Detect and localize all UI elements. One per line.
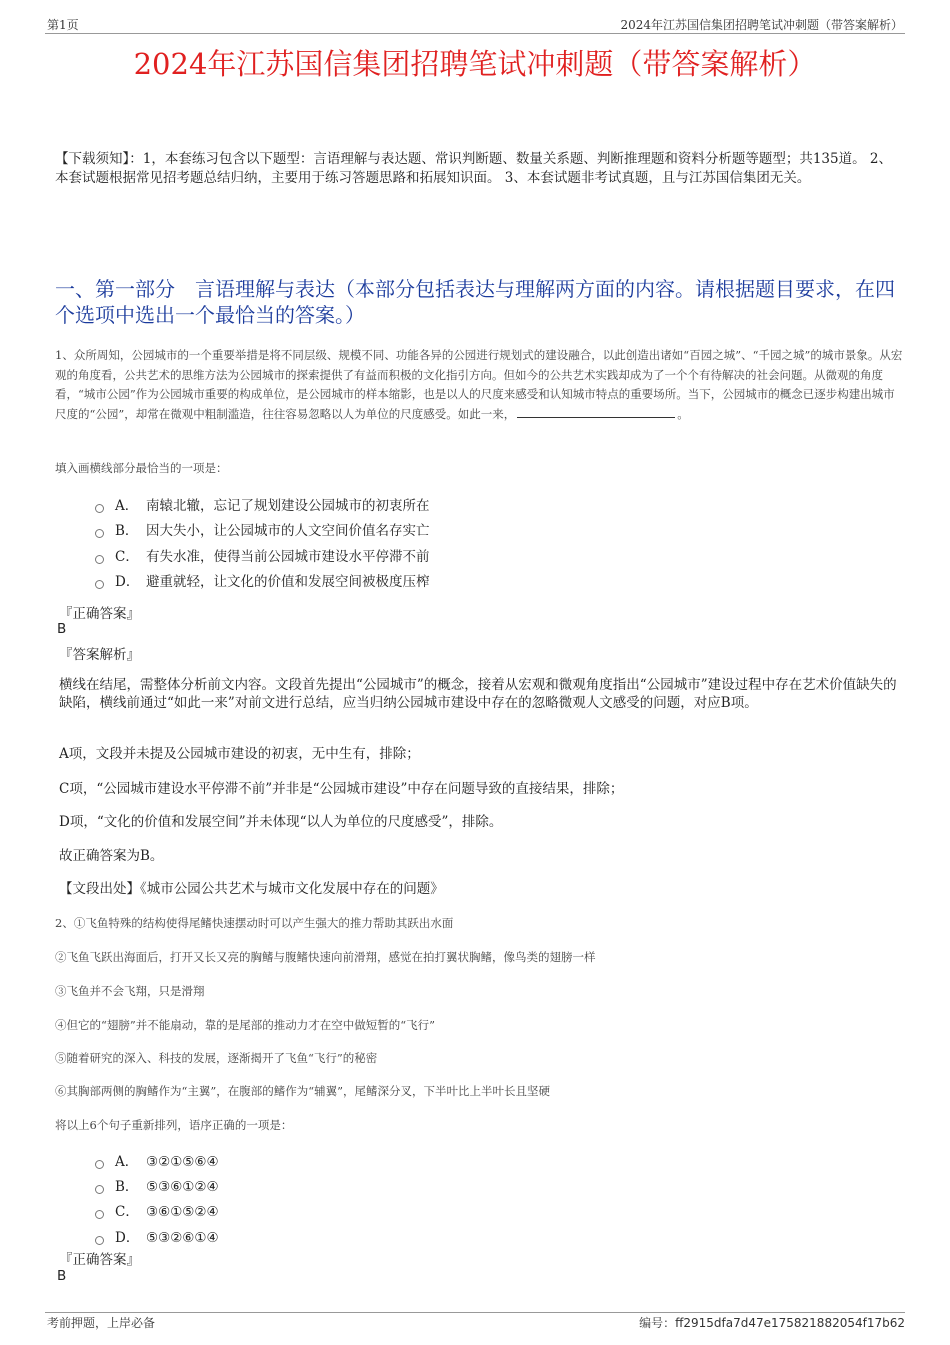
question-2-sentence: ④但它的“翅膀”并不能扇动，靠的是尾部的推动力才在空中做短暂的“飞行” — [55, 1018, 436, 1032]
question-2-sentence: ⑤随着研究的深入、科技的发展，逐渐揭开了飞鱼“飞行”的秘密 — [55, 1051, 378, 1065]
question-1-option-d[interactable] — [95, 573, 430, 591]
download-notice: 【下载须知】：1，本套练习包含以下题型：言语理解与表达题、常识判断题、数量关系题、判断推理题和资料分析题等题型；共135道。 2、本套试题根据常见招考题总结归纳，主要用于练习答题思路和拓展知识面。 3、本套试题非考试真题，且与江苏国信集团无关。 — [55, 151, 892, 186]
analysis-paragraph: D项，“文化的价值和发展空间”并未体现“以人为单位的尺度感受”，排除。 — [59, 814, 503, 830]
footer-code-label: 编号： — [639, 1316, 676, 1330]
question-2-option-b[interactable] — [95, 1178, 219, 1196]
question-1-option-b[interactable] — [95, 522, 430, 540]
option-text: 因大失小，让公园城市的人文空间价值名存实亡 — [146, 523, 430, 539]
question-2-sentence: 2、①飞鱼特殊的结构使得尾鳍快速摆动时可以产生强大的推力帮助其跃出水面 — [55, 916, 454, 930]
question-2-option-c[interactable] — [95, 1203, 219, 1221]
option-letter: D． — [115, 1230, 140, 1246]
option-letter: C． — [115, 1204, 139, 1220]
question-1-stem — [55, 346, 905, 424]
radio-icon[interactable] — [95, 1210, 104, 1219]
question-2-answer-label: 『正确答案』 — [59, 1252, 140, 1268]
footer-code-value: ff2915dfa7d47e175821882054f17b62 — [675, 1316, 905, 1330]
option-text: ③⑥①⑤②④ — [146, 1204, 219, 1220]
question-1-stem-text: 1、众所周知，公园城市的一个重要举措是将不同层级、规模不同、功能各异的公园进行规划式的建设融合，以此创造出诸如“百园之城”、“千园之城”的城市景象。从宏观的角度看，公共艺术的思维方法为公园城市的探索提供了有益而积极的文化指引方向。但如今的公共艺术实践却成为了一个个有待解决的社会问题。从微观的角度看，“城市公园”作为公园城市重要的构成单位，是公园城市的样本缩影，也是以人的尺度来感受和认知城市特点的重要场所。当下，公园城市的概念已逐步构建出城市尺度的“公园”，却常在微观中粗制滥造，往往容易忽略以人为单位的尺度感受。如此一来， — [55, 348, 903, 421]
option-text: 南辕北辙，忘记了规划建设公园城市的初衷所在 — [146, 498, 430, 514]
question-1-analysis-label: 『答案解析』 — [59, 647, 140, 663]
source-citation: 【文段出处】《城市公园公共艺术与城市文化发展中存在的问题》 — [59, 881, 444, 897]
radio-icon[interactable] — [95, 1236, 104, 1245]
option-letter: A． — [115, 1154, 139, 1170]
question-2-sentence: ③飞鱼并不会飞翔，只是滑翔 — [55, 984, 205, 998]
footer-slogan: 考前押题，上岸必备 — [47, 1316, 156, 1330]
option-letter: C． — [115, 549, 139, 565]
question-1-prompt: 填入画横线部分最恰当的一项是： — [55, 461, 228, 475]
option-letter: B． — [115, 1179, 139, 1195]
analysis-paragraph: A项，文段并未提及公园城市建设的初衷，无中生有，排除； — [59, 746, 420, 762]
radio-icon[interactable] — [95, 580, 104, 589]
option-letter: A． — [115, 498, 139, 514]
footer-divider — [45, 1312, 905, 1313]
radio-icon[interactable] — [95, 1160, 104, 1169]
question-1-answer: B — [57, 621, 67, 637]
option-letter: B． — [115, 523, 139, 539]
option-text: 有失水准，使得当前公园城市建设水平停滞不前 — [146, 549, 430, 565]
question-1-option-a[interactable] — [95, 497, 430, 515]
option-text: ⑤③②⑥①④ — [146, 1230, 219, 1246]
radio-icon[interactable] — [95, 504, 104, 513]
analysis-paragraph: 故正确答案为B。 — [59, 848, 164, 864]
question-2-prompt: 将以上6个句子重新排列，语序正确的一项是： — [55, 1118, 293, 1132]
page-number: 第1页 — [47, 18, 79, 32]
radio-icon[interactable] — [95, 555, 104, 564]
question-2-answer: B — [57, 1268, 67, 1284]
question-1-stem-end: 。 — [677, 406, 689, 421]
question-2-sentence: ②飞鱼飞跃出海面后，打开又长又亮的胸鳍与腹鳍快速向前滑翔，感觉在拍打翼状胸鳍，像鸟类的翅膀一样 — [55, 950, 596, 964]
option-text: ⑤③⑥①②④ — [146, 1179, 219, 1195]
question-2-option-d[interactable] — [95, 1229, 219, 1247]
radio-icon[interactable] — [95, 1185, 104, 1194]
analysis-paragraph: 横线在结尾，需整体分析前文内容。文段首先提出“公园城市”的概念，接着从宏观和微观角度指出“公园城市”建设过程中存在艺术价值缺失的缺陷，横线前通过“如此一来”对前文进行总结，应当归纳公园城市建设中存在的忽略微观人文感受的问题，对应B项。 — [59, 677, 897, 711]
question-1-answer-label: 『正确答案』 — [59, 606, 140, 622]
radio-icon[interactable] — [95, 529, 104, 538]
question-2-sentence: ⑥其胸部两侧的胸鳍作为“主翼”，在腹部的鳍作为“辅翼”，尾鳍深分叉，下半叶比上半叶长且坚硬 — [55, 1084, 551, 1098]
fill-blank — [517, 405, 675, 418]
document-title: 2024年江苏国信集团招聘笔试冲刺题（带答案解析） — [133, 47, 817, 81]
footer-code — [639, 1314, 905, 1331]
analysis-paragraph: C项，“公园城市建设水平停滞不前”并非是“公园城市建设”中存在问题导致的直接结果，排除； — [59, 781, 624, 797]
header-divider — [45, 33, 905, 34]
option-letter: D． — [115, 574, 140, 590]
header-doc-title: 2024年江苏国信集团招聘笔试冲刺题（带答案解析） — [620, 18, 903, 32]
option-text: ③②①⑤⑥④ — [146, 1154, 219, 1170]
option-text: 避重就轻，让文化的价值和发展空间被极度压榨 — [146, 574, 430, 590]
section-heading: 一、第一部分 言语理解与表达（本部分包括表达与理解两方面的内容。请根据题目要求，在四个选项中选出一个最恰当的答案。） — [55, 277, 895, 327]
question-2-option-a[interactable] — [95, 1153, 219, 1171]
question-1-option-c[interactable] — [95, 548, 430, 566]
